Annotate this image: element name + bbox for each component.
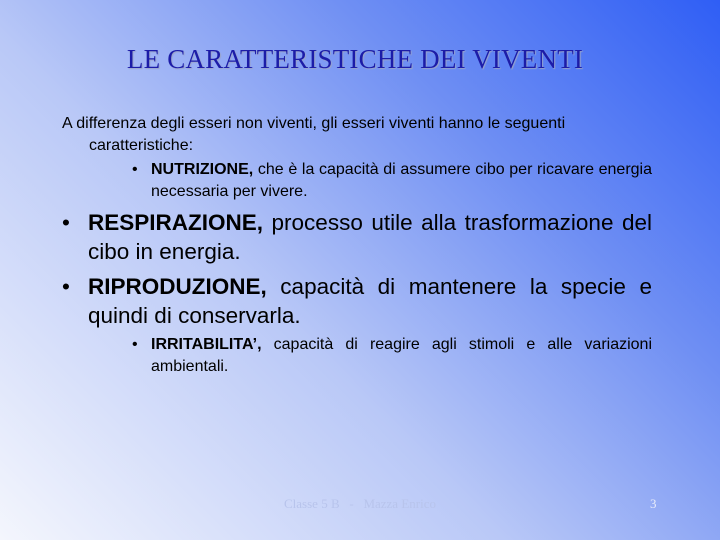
item-keyword: RIPRODUZIONE, — [88, 274, 267, 299]
bullet-icon: • — [62, 274, 70, 299]
intro-line-2: caratteristiche: — [89, 137, 194, 154]
item-text: che è la capacità di assumere cibo per ricavare energia necessaria per vivere. — [151, 161, 652, 200]
intro-paragraph — [62, 113, 652, 157]
list-item-riproduzione — [62, 272, 652, 330]
bullet-icon: • — [132, 161, 138, 178]
item-text: capacità di reagire agli stimoli e alle variazioni ambientali. — [151, 336, 652, 375]
slide-title: LE CARATTERISTICHE DEI VIVENTI — [126, 44, 584, 74]
item-text: processo utile alla trasformazione del cibo in energia. — [88, 210, 652, 264]
page-number: 3 — [650, 496, 657, 511]
item-keyword: IRRITABILITA’, — [151, 336, 262, 353]
bullet-icon: • — [62, 210, 70, 235]
slide-footer: Classe 5 B - Mazza Enrico — [284, 496, 436, 511]
item-keyword: NUTRIZIONE, — [151, 161, 254, 178]
list-item-irritabilita — [132, 334, 652, 378]
intro-line-1: A differenza degli esseri non viventi, gli esseri viventi hanno le seguenti — [62, 115, 566, 132]
item-keyword: RESPIRAZIONE, — [88, 210, 264, 235]
list-item-respirazione — [62, 208, 652, 266]
item-text: capacità di mantenere la specie e quindi di conservarla. — [88, 274, 652, 328]
bullet-icon: • — [132, 336, 138, 353]
list-item-nutrizione — [132, 159, 652, 203]
